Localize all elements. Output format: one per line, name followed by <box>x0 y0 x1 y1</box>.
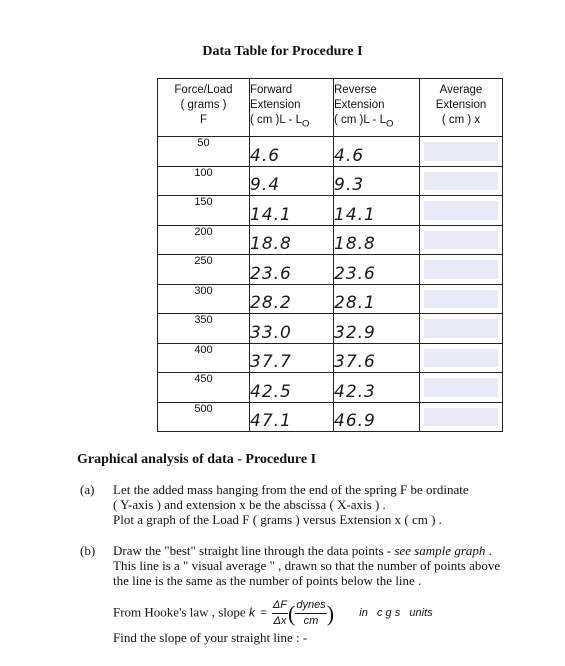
units-note: in c g s units <box>359 607 433 620</box>
force-cell: 350 <box>158 314 250 344</box>
paren-close: ) <box>326 601 335 626</box>
average-extension-cell[interactable] <box>420 314 503 344</box>
text-line: ( Y-axis ) and extension x be the abscissa ( X-axis ) . <box>113 497 386 512</box>
table-row <box>158 255 503 285</box>
force-cell: 400 <box>158 343 250 373</box>
text: Draw the "best" straight line through the data points - <box>113 543 395 558</box>
forward-extension-cell: 33.0 <box>250 314 334 344</box>
reverse-extension-cell: 28.1 <box>334 284 420 314</box>
table-row <box>158 314 503 344</box>
average-extension-cell[interactable] <box>420 284 503 314</box>
force-cell: 250 <box>158 255 250 285</box>
reverse-extension-cell: 9.3 <box>334 166 420 196</box>
item-b-text <box>113 543 558 588</box>
page-title: Data Table for Procedure I <box>202 44 363 59</box>
header-line: Forward <box>250 84 293 96</box>
subscript-zero: O <box>385 118 394 130</box>
header-line: Extension <box>334 99 385 111</box>
reverse-extension-cell: 23.6 <box>334 255 420 285</box>
forward-extension-cell: 9.4 <box>250 166 334 196</box>
paren-open: ( <box>288 601 296 626</box>
denominator: Δx <box>273 615 287 627</box>
item-b-label: (b) <box>80 543 96 558</box>
k-symbol: k <box>248 605 255 620</box>
reverse-extension-cell: 14.1 <box>334 196 420 226</box>
forward-extension-cell: 28.2 <box>250 284 334 314</box>
average-extension-cell[interactable] <box>420 373 503 403</box>
table-row <box>158 343 503 373</box>
header-force-load <box>158 79 250 137</box>
average-input-fill <box>424 201 498 220</box>
force-cell: 100 <box>158 166 250 196</box>
header-line <box>250 113 333 131</box>
forward-extension-cell: 47.1 <box>250 402 334 432</box>
average-input-fill <box>424 378 498 397</box>
force-cell: 150 <box>158 196 250 226</box>
italic-text: see sample graph <box>394 543 486 558</box>
table-header-row <box>158 79 503 137</box>
average-input-fill <box>424 172 498 191</box>
header-line: Extension <box>435 99 487 111</box>
text: From Hooke's law , slope <box>113 604 249 620</box>
text-line: the line is the same as the number of points below the line . <box>113 573 422 588</box>
reverse-extension-cell: 42.3 <box>334 373 420 403</box>
text-line <box>113 543 558 558</box>
table-row <box>158 284 503 314</box>
table-row <box>158 166 503 196</box>
reverse-extension-cell: 32.9 <box>334 314 420 344</box>
average-input-fill <box>424 408 498 427</box>
table-row <box>158 225 503 255</box>
average-input-fill <box>424 142 498 161</box>
average-extension-cell[interactable] <box>420 402 503 432</box>
header-line <box>334 113 419 131</box>
force-cell: 300 <box>158 284 250 314</box>
text-line: Let the added mass hanging from the end of the spring F be ordinate <box>113 482 469 497</box>
force-cell: 450 <box>158 373 250 403</box>
data-table <box>157 78 503 432</box>
table-row <box>158 137 503 167</box>
force-cell: 50 <box>158 137 250 167</box>
header-forward-extension <box>250 79 334 137</box>
average-extension-cell[interactable] <box>420 255 503 285</box>
forward-extension-cell: 18.8 <box>250 225 334 255</box>
subscript-zero: O <box>301 118 310 130</box>
forward-extension-cell: 37.7 <box>250 343 334 373</box>
forward-extension-cell: 42.5 <box>250 373 334 403</box>
header-line: Average <box>439 84 483 96</box>
hookes-law-line <box>113 598 558 629</box>
header-text: ( cm )L - L <box>250 114 302 126</box>
header-line: ( grams ) <box>180 99 227 111</box>
header-line: ( cm ) x <box>441 114 481 126</box>
header-text: ( cm )L - L <box>334 114 386 126</box>
slope-fraction <box>272 598 288 629</box>
numerator: ΔF <box>272 598 288 614</box>
forward-extension-cell: 23.6 <box>250 255 334 285</box>
average-extension-cell[interactable] <box>420 225 503 255</box>
average-input-fill <box>424 349 498 368</box>
text-line: Plot a graph of the Load F ( grams ) versus Extension x ( cm ) . <box>113 512 442 527</box>
find-slope-text: Find the slope of your straight line : - <box>113 630 308 645</box>
average-input-fill <box>424 290 498 309</box>
header-line: F <box>199 114 208 126</box>
average-extension-cell[interactable] <box>420 137 503 167</box>
reverse-extension-cell: 37.6 <box>334 343 420 373</box>
average-input-fill <box>424 319 498 338</box>
unit-denominator: cm <box>303 615 319 627</box>
force-cell: 200 <box>158 225 250 255</box>
text-line: This line is a " visual average " , drawn so that the number of points above <box>113 558 501 573</box>
average-extension-cell[interactable] <box>420 196 503 226</box>
force-cell: 500 <box>158 402 250 432</box>
text: . <box>485 543 492 558</box>
average-extension-cell[interactable] <box>420 166 503 196</box>
header-average-extension <box>420 79 503 137</box>
reverse-extension-cell: 4.6 <box>334 137 420 167</box>
unit-numerator: dynes <box>295 598 326 614</box>
forward-extension-cell: 4.6 <box>250 137 334 167</box>
section-heading: Graphical analysis of data - Procedure I <box>77 452 317 467</box>
header-line: Reverse <box>334 84 377 96</box>
header-reverse-extension <box>334 79 420 137</box>
average-input-fill <box>424 260 498 279</box>
forward-extension-cell: 14.1 <box>250 196 334 226</box>
average-input-fill <box>424 231 498 250</box>
table-row <box>158 402 503 432</box>
table-row <box>158 373 503 403</box>
reverse-extension-cell: 46.9 <box>334 402 420 432</box>
average-extension-cell[interactable] <box>420 343 503 373</box>
equals-sign: = <box>260 607 267 620</box>
reverse-extension-cell: 18.8 <box>334 225 420 255</box>
header-line: Extension <box>250 99 301 111</box>
item-a-label: (a) <box>80 482 95 497</box>
unit-fraction <box>295 598 326 629</box>
item-a-text <box>113 482 553 527</box>
header-line: Force/Load <box>174 84 233 96</box>
table-row <box>158 196 503 226</box>
